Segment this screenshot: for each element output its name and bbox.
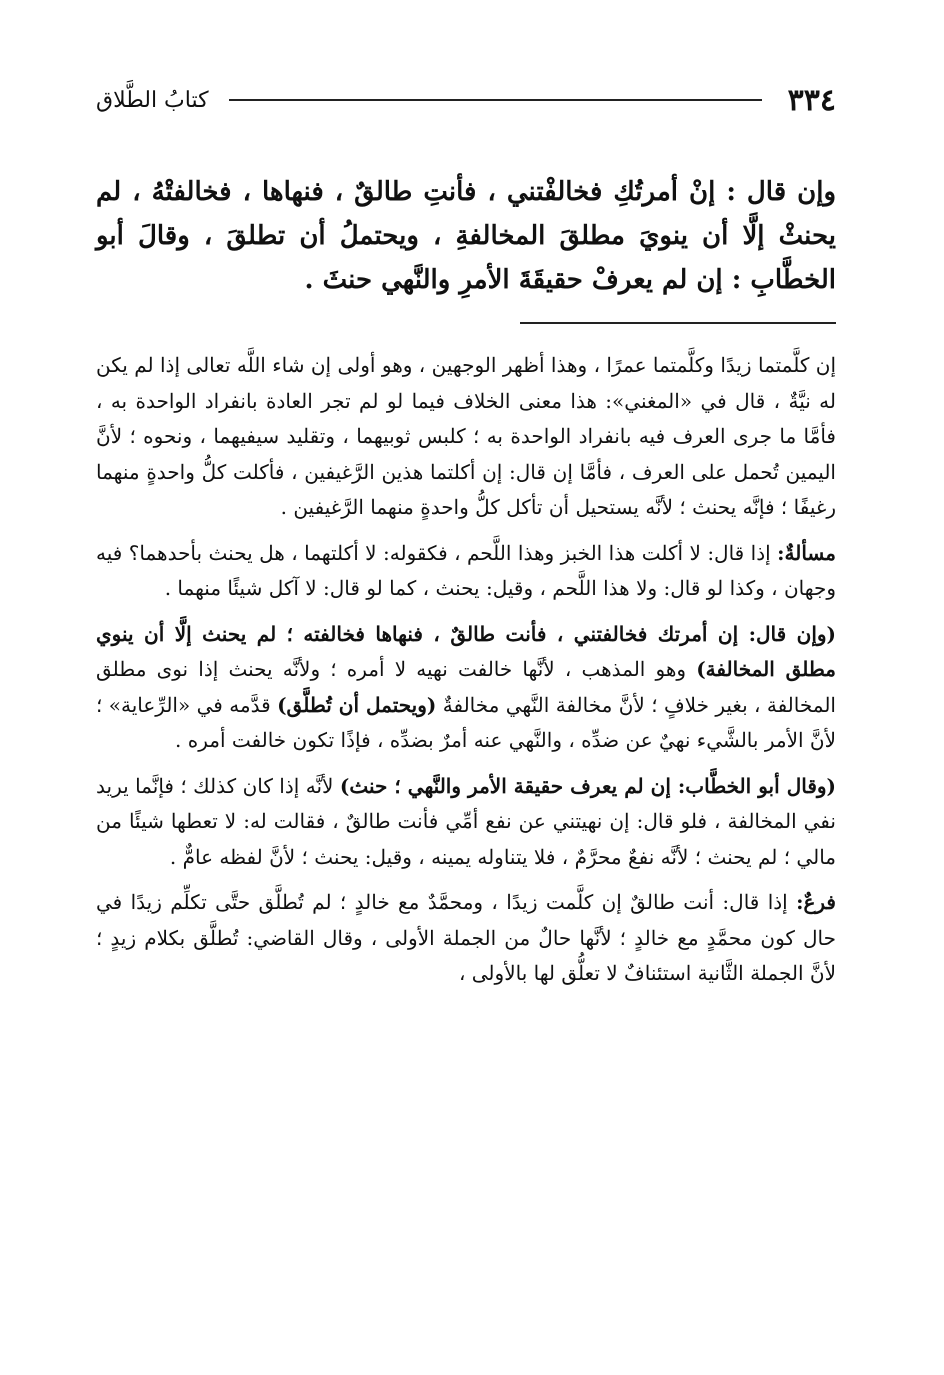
commentary-paragraph: [96, 769, 836, 876]
commentary-paragraph: [96, 536, 836, 607]
commentary-paragraph: [96, 885, 836, 992]
paragraph-text: إذا قال: لا أكلت هذا الخبز وهذا اللَّحم ، فكقوله: لا أكلتهما ، هل يحنث بأحدهما؟ فيه وجهان ، وكذا لو قال: ولا هذا اللَّحم ، وقيل: يحنث ، كما لو قال: لا آكل شيئًا منهما .: [96, 540, 836, 600]
page-header: [96, 80, 836, 120]
page-number: ٣٣٤: [787, 82, 836, 118]
paragraph-text: وهو المذهب ، لأنَّها خالفت نهيه لا أمره ؛ ولأنَّه يحنث إذا نوى مطلق المخالفة ، بغير خلافٍ ؛ لأنَّ مخالفة النَّهي مخالفةٌ: [96, 657, 836, 717]
quoted-matn: (وإن قال: إن أمرتك فخالفتني ، فأنت طالقٌ ، فنهاها فخالفته ؛ لم يحنث إلَّا أن ينوي مطلق المخالفة): [96, 621, 836, 681]
commentary: [96, 348, 836, 1002]
quoted-matn: (ويحتمل أن تُطلَّق): [277, 692, 437, 717]
paragraph-text: قدَّمه في «الرِّعاية» ؛ لأنَّ الأمر بالشَّيء نهيٌ عن ضدِّه ، والنَّهي عنه أمرٌ بضدِّه ، فإذًا تكون خالفت أمره .: [96, 692, 836, 752]
paragraph-text: إن كلَّمتما زيدًا وكلَّمتما عمرًا ، وهذا أظهر الوجهين ، وهو أولى إن شاء اللَّه تعالى إذا لم يكن له نيَّةٌ ، قال في «المغني»: هذا معنى الخلاف فيما لو لم تجر العادة بانفراد الواحدة به ، فأمَّا ما جرى العرف فيه بانفراد الواحدة به ؛ كلبس ثوبيهما ، وتقليد سيفيهما ، ونحوه ؛ لأنَّ اليمين تُحمل على العرف ، فأمَّا إن قال: إن أكلتما هذين الرَّغيفين ، فأكلت كلُّ واحدةٍ منهما رغيفًا ؛ فإنَّه يحنث ؛ لأنَّه يستحيل أن تأكل كلُّ واحدةٍ منهما الرَّغيفين .: [96, 353, 836, 519]
issue-heading: مسألةٌ:: [777, 540, 836, 565]
quoted-matn: (وقال أبو الخطَّاب: إن لم يعرف حقيقة الأمر والنَّهي ؛ حنث): [339, 773, 837, 798]
branch-heading: فرعٌ:: [796, 890, 836, 914]
commentary-paragraph: [96, 617, 836, 759]
header-rule: [229, 99, 762, 101]
paragraph-text: لأنَّه إذا كان كذلك ؛ فإنَّما يريد نفي المخالفة ، فلو قال: إن نهيتني عن نفع أمِّي فأنت طالقٌ ، فقالت له: لا تعطها شيئًا من مالي ؛ لم يحنث ؛ لأنَّه نفعٌ محرَّمٌ ، فلا يتناوله يمينه ، وقيل: يحنث ؛ لأنَّ لفظه عامٌّ .: [96, 773, 836, 869]
paragraph-text: إذا قال: أنت طالقٌ إن كلَّمت زيدًا ، ومحمَّدٌ مع خالدٍ ؛ لم تُطلَّق حتَّى تكلِّم زيدًا في حال كون محمَّدٍ مع خالدٍ ؛ لأنَّها حالٌ من الجملة الأولى ، وقال القاضي: تُطلَّق بكلام زيدٍ ؛ لأنَّ الجملة الثَّانية استئنافٌ لا تعلُّق لها بالأولى ،: [96, 890, 836, 985]
separator-line: [520, 322, 836, 324]
commentary-paragraph: [96, 348, 836, 526]
running-title: كتابُ الطَّلاق: [96, 87, 209, 113]
main-text: وإن قال : إنْ أمرتُكِ فخالفْتني ، فأنتِ طالقٌ ، فنهاها ، فخالفتْهُ ، لم يحنثْ إلَّا أن ينويَ مطلقَ المخالفةِ ، ويحتملُ أن تطلقَ ، وقالَ أبو الخطَّابِ : إن لم يعرفْ حقيقَةَ الأمرِ والنَّهي حنثَ .: [96, 177, 836, 295]
